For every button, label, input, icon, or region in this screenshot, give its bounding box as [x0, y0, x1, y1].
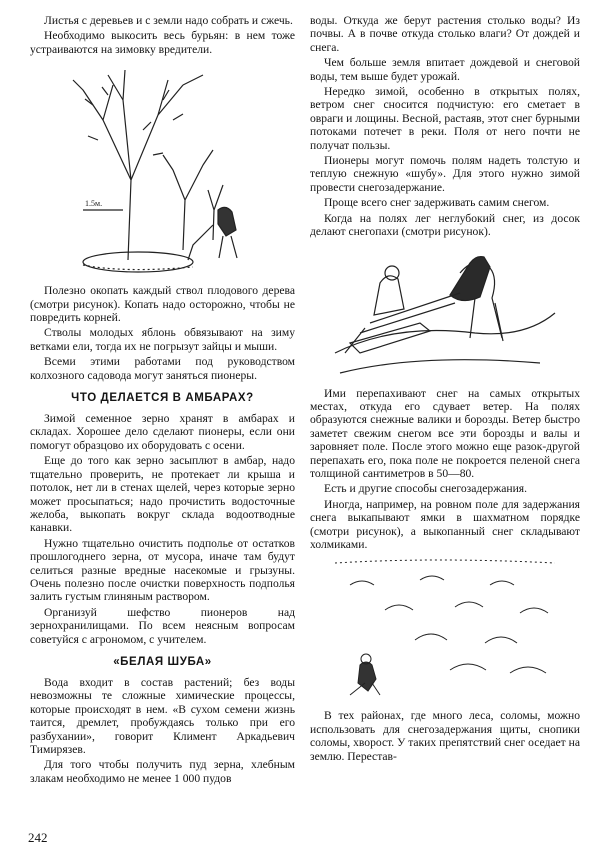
- paragraph: Полезно окопать каждый ствол плодового дерева (смотри рисунок). Копать надо осторожно, чтобы не повредить корней.: [30, 284, 295, 325]
- figure-label: 1.5м.: [84, 199, 102, 209]
- paragraph: Нужно тщательно очистить подполье от остатков прошлогоднего зерна, от мусора, иначе там будут селиться разные вредные насекомые и грызуны. Очень полезно после очистки поверхность подполья залить густым глиняным раствором.: [30, 536, 295, 604]
- paragraph: Иногда, например, на ровном поле для задержания снега выкапывают ямки в шахматном порядке (смотри рисунок), а выкопанный снег складывают холмиками.: [310, 497, 580, 551]
- paragraph: воды. Откуда же берут растения столько воды? Из почвы. А в почве откуда столько влаги? От дождей и снега.: [310, 14, 580, 54]
- paragraph: Необходимо выкосить весь бурьян: в нем тоже устраиваются на зимовку вредители.: [30, 29, 295, 56]
- paragraph: Вода входит в состав растений; без воды невозможны те сложные химические процессы, которые происходят в нем. «В сухом семени жизнь таится, дремлет, пробуждаясь только при его разбухании», говорит Климент Аркадьевич Тимирязев.: [30, 675, 295, 756]
- paragraph: В тех районах, где много леса, соломы, можно использовать для снегозадержания щиты, снопики соломы, хворост. У таких препятствий снег оседает на землю. Перестав-: [310, 709, 580, 763]
- paragraph: Листья с деревьев и с земли надо собрать и сжечь.: [44, 14, 293, 27]
- paragraph: Чем больше земля впитает дождевой и снеговой воды, тем выше будет урожай.: [310, 56, 580, 83]
- paragraph: Есть и другие способы снегозадержания.: [324, 482, 528, 496]
- paragraph: Стволы молодых яблонь обвязывают на зиму ветками ели, тогда их не погрызут зайцы и мыши.: [30, 326, 295, 353]
- tree-digging-illustration: [63, 60, 263, 280]
- section-heading: «БЕЛАЯ ШУБА»: [113, 655, 212, 668]
- paragraph: Когда на полях лег неглубокий снег, из досок делают снегопахи (смотри рисунок).: [310, 211, 580, 239]
- snow-mounds-illustration: [330, 555, 560, 705]
- paragraph: Проще всего снег задерживать самим снегом.: [324, 196, 550, 210]
- page-number: 242: [28, 830, 48, 845]
- paragraph: Нередко зимой, особенно в открытых полях, ветром снег сносится подчистую: его сметает в овраги и лощины. Весной, растаяв, этот снег бурными потоками потечет в реки. Поля от него почти не получат пользы.: [310, 85, 580, 152]
- paragraph: Еще до того как зерно засыплют в амбар, надо тщательно проверить, не протекает ли крыша и потолок, нет ли в стенах щелей, через которые зерно может просыпаться; надо прочистить водосточные желоба, выкопать вокруг склада водоотводные канавки.: [30, 454, 295, 535]
- paragraph: Для того чтобы получить пуд зерна, хлебным злакам необходимо не менее 1 000 пудов: [30, 758, 295, 785]
- right-column: [310, 14, 580, 765]
- paragraph: Пионеры могут помочь полям надеть толстую и теплую снежную «шубу». Для этого нужно зимой провести снегозадержание.: [310, 154, 580, 194]
- left-column: [30, 14, 295, 787]
- snow-plough-illustration: [330, 243, 560, 383]
- paragraph: Зимой семенное зерно хранят в амбарах и складах. Хорошее дело сделают пионеры, если они помогут образцово их оборудовать с осени.: [30, 412, 295, 452]
- section-heading: ЧТО ДЕЛАЕТСЯ В АМБАРАХ?: [71, 392, 254, 405]
- paragraph: Всеми этими работами под руководством колхозного садовода могут заняться пионеры.: [30, 355, 295, 382]
- paragraph: Организуй шефство пионеров над зернохранилищами. По всем неясным вопросам советуйся с агрономом, с учителем.: [30, 605, 295, 646]
- paragraph: Ими перепахивают снег на самых открытых местах, откуда его сдувает ветер. На полях образуются снежные валики и борозды. Ветер быстро заметет свежим снегом все эти борозды и валы и заровняет поле. После этого можно еще разок-другой перепахать его, пока поле не покроется пеленой снега толщиной сантиметров в 50—80.: [310, 386, 580, 480]
